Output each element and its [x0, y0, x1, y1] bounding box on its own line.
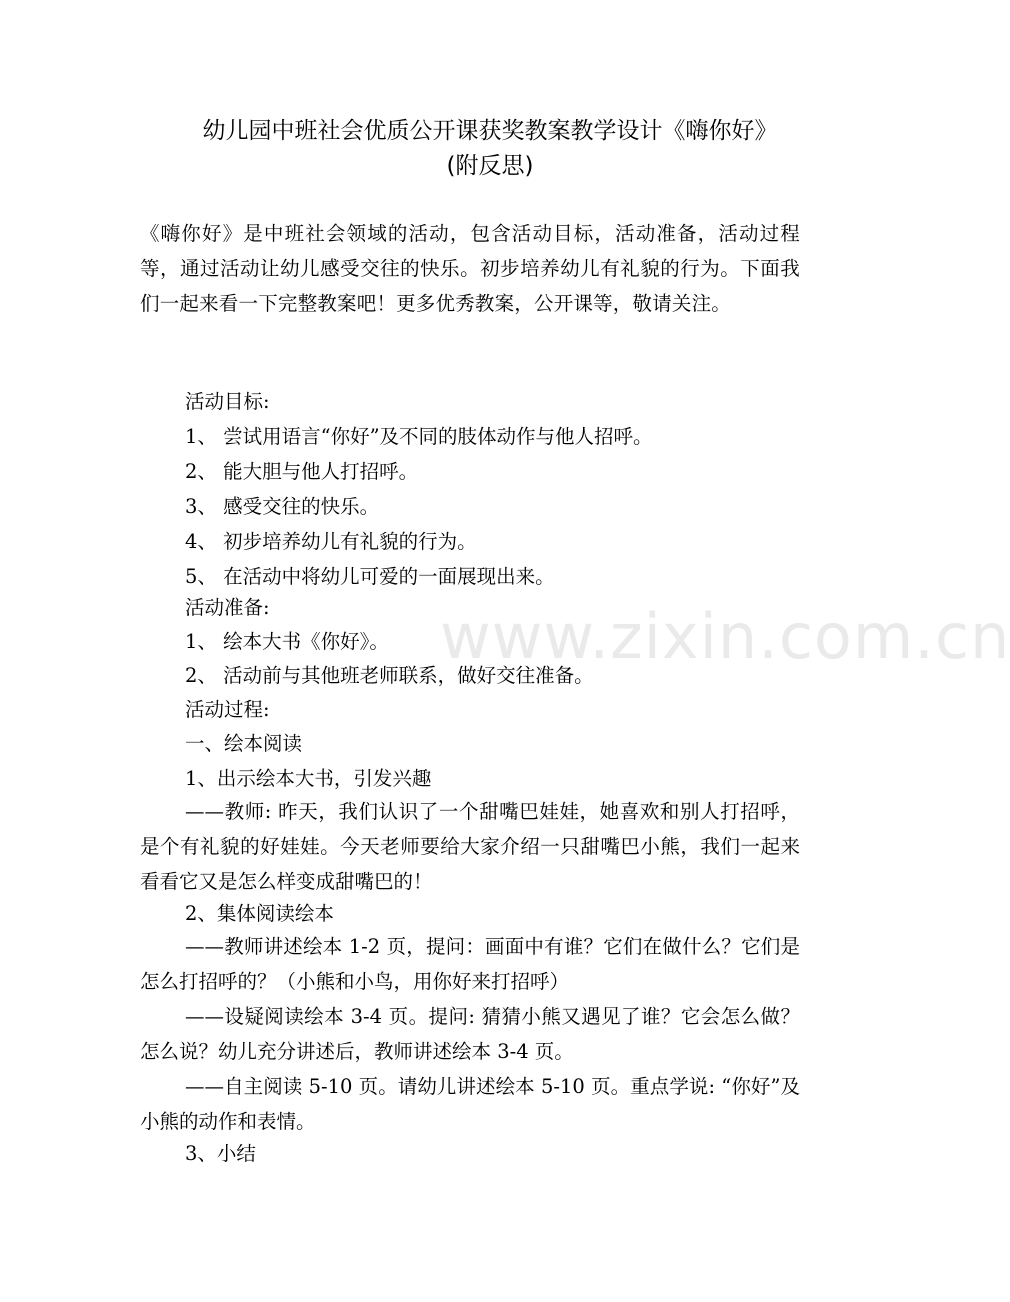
- watermark: www.zixin.com.cn: [440, 600, 1010, 673]
- goal-item: 5、 在活动中将幼儿可爱的一面展现出来。: [185, 565, 555, 588]
- prep-item: 2、 活动前与其他班老师联系，做好交往准备。: [185, 664, 594, 687]
- goal-item: 3、 感受交往的快乐。: [185, 495, 380, 518]
- step-paragraph: ——教师: 昨天，我们认识了一个甜嘴巴娃娃，她喜欢和别人打招呼，是个有礼貌的好娃娃。今天老师要给大家介绍一只甜嘴巴小熊，我们一起来看看它又是怎么样变成甜嘴巴的！: [140, 800, 800, 893]
- step-paragraph: ——自主阅读 5-10 页。请幼儿讲述绘本 5-10 页。重点学说: “你好”及小熊的动作和表情。: [140, 1075, 800, 1133]
- goal-item: 1、 尝试用语言“你好”及不同的肢体动作与他人招呼。: [185, 425, 653, 448]
- intro-paragraph: 《嗨你好》是中班社会领域的活动，包含活动目标，活动准备，活动过程等，通过活动让幼儿感受交往的快乐。初步培养幼儿有礼貌的行为。下面我们一起来看一下完整教案吧！更多优秀教案，公开课等，敬请关注。: [140, 222, 800, 315]
- step-paragraph: ——教师讲述绘本 1-2 页，提问：画面中有谁？它们在做什么？它们是怎么打招呼的？（小熊和小鸟，用你好来打招呼）: [140, 935, 800, 993]
- document-title: 幼儿园中班社会优质公开课获奖教案教学设计《嗨你好》: [202, 118, 778, 144]
- process-heading: 活动过程:: [185, 698, 270, 721]
- goal-item: 4、 初步培养幼儿有礼貌的行为。: [185, 530, 477, 553]
- section-heading: 一、绘本阅读: [185, 732, 303, 755]
- step-paragraph: ——设疑阅读绘本 3-4 页。提问: 猜猜小熊又遇见了谁？它会怎么做？怎么说？幼儿充分讲述后，教师讲述绘本 3-4 页。: [140, 1005, 800, 1063]
- prep-item: 1、 绘本大书《你好》。: [185, 630, 389, 653]
- goal-item: 2、 能大胆与他人打招呼。: [185, 460, 419, 483]
- step-heading: 3、小结: [185, 1142, 256, 1165]
- step-heading: 1、出示绘本大书，引发兴趣: [185, 767, 432, 790]
- prep-heading: 活动准备:: [185, 596, 270, 619]
- document-title-suffix: (附反思): [446, 153, 534, 179]
- goals-heading: 活动目标:: [185, 390, 270, 413]
- step-heading: 2、集体阅读绘本: [185, 902, 334, 925]
